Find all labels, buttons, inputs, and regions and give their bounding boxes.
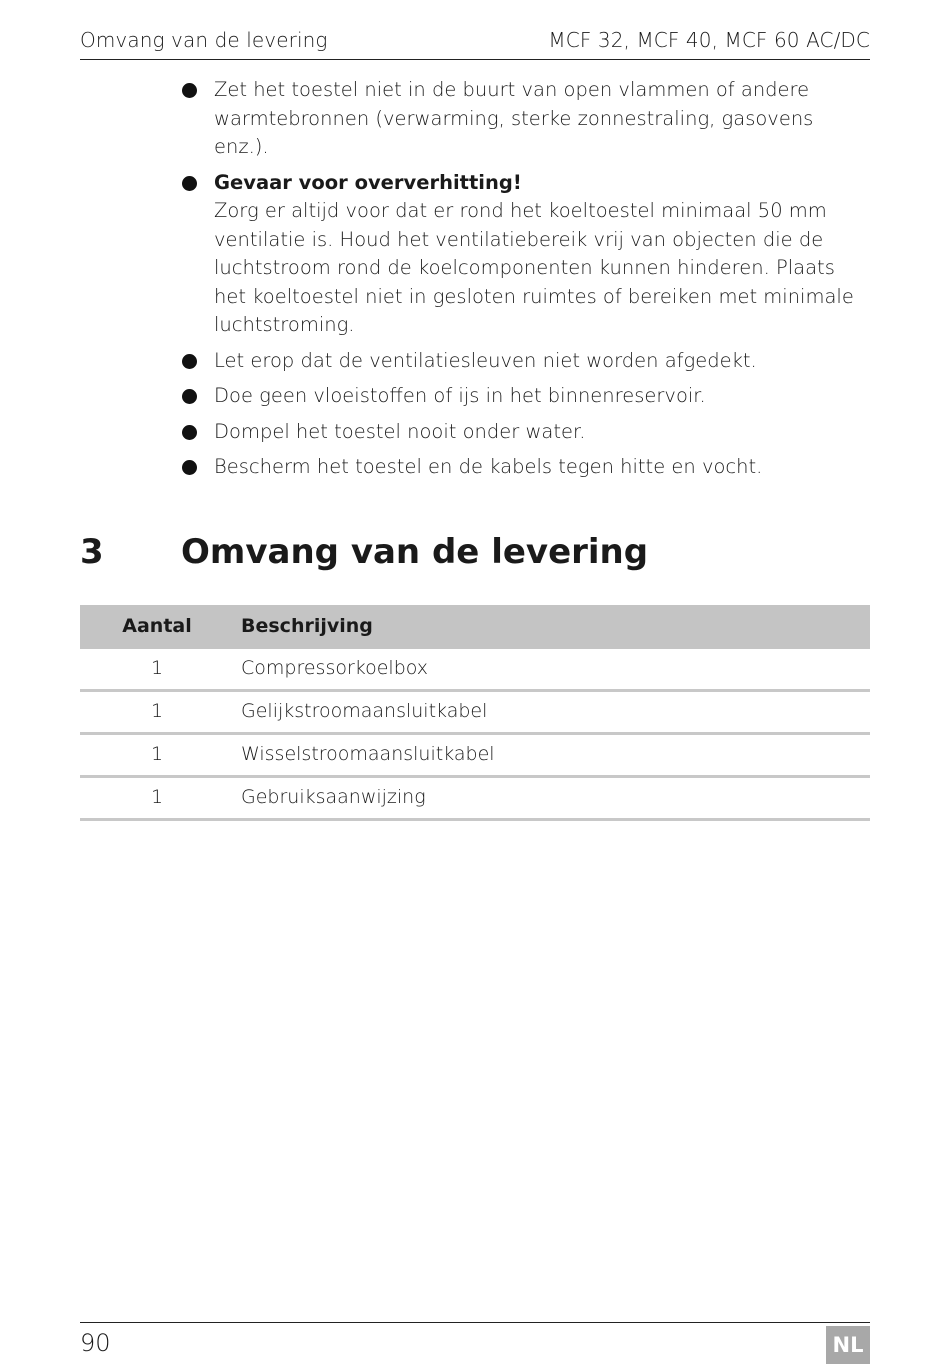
cell-description: Compressorkoelbox	[241, 657, 429, 679]
bullet-icon	[182, 83, 197, 98]
bullet-icon	[182, 354, 197, 369]
table-header	[80, 605, 870, 649]
list-item-text: Dompel het toestel nooit onder water.	[214, 419, 586, 443]
safety-bullet-list	[180, 76, 860, 489]
section-title: Omvang van de levering	[181, 532, 649, 572]
list-item	[180, 347, 860, 376]
list-item	[180, 382, 860, 411]
list-item-text: Zet het toestel niet in de buurt van open vlammen of andere warmtebronnen (verwarming, sterke zonnestraling, gasovens enz.).	[214, 78, 814, 158]
list-item-text: Bescherm het toestel en de kabels tegen hitte en vocht.	[214, 455, 763, 478]
list-item	[180, 169, 860, 340]
list-item-text: Zorg er altijd voor dat er rond het koeltoestel minimaal 50 mm ventilatie is. Houd het ventilatiebereik vrij van objecten die de luchtstroom rond de koelcomponenten kunnen hinderen. Plaats het koeltoestel niet in gesloten ruimtes of bereiken met minimale luchtstroming.	[214, 199, 854, 336]
list-item	[180, 453, 860, 482]
list-item	[180, 76, 860, 162]
bullet-icon	[182, 460, 197, 475]
cell-quantity: 1	[150, 743, 164, 765]
column-header-quantity: Aantal	[122, 615, 192, 637]
header-model-names: MCF 32, MCF 40, MCF 60 AC/DC	[548, 28, 870, 52]
page-header	[80, 26, 870, 60]
table-row	[80, 692, 870, 735]
table-row	[80, 735, 870, 778]
list-item-text: Doe geen vloeistoffen of ijs in het binnenreservoir.	[214, 384, 706, 407]
cell-description: Gebruiksaanwijzing	[241, 786, 426, 808]
bullet-icon	[182, 425, 197, 440]
delivery-table	[80, 605, 870, 821]
section-heading	[80, 532, 870, 582]
bullet-icon	[182, 389, 197, 404]
cell-description: Wisselstroomaansluitkabel	[241, 743, 495, 765]
column-header-description: Beschrijving	[241, 615, 373, 637]
header-chapter-title: Omvang van de levering	[80, 28, 328, 52]
list-item-warning-title: Gevaar voor oververhitting!	[214, 170, 522, 194]
page-footer	[80, 1322, 870, 1366]
bullet-icon	[182, 176, 197, 191]
list-item-text: Let erop dat de ventilatiesleuven niet worden afgedekt.	[214, 348, 757, 372]
table-row	[80, 649, 870, 692]
section-number: 3	[80, 532, 104, 572]
page-number: 90	[80, 1329, 111, 1357]
list-item	[180, 418, 860, 447]
cell-description: Gelijkstroomaansluitkabel	[241, 700, 488, 722]
language-badge: NL	[826, 1326, 870, 1364]
cell-quantity: 1	[150, 657, 164, 679]
cell-quantity: 1	[150, 786, 164, 808]
table-row	[80, 778, 870, 821]
cell-quantity: 1	[150, 700, 164, 722]
